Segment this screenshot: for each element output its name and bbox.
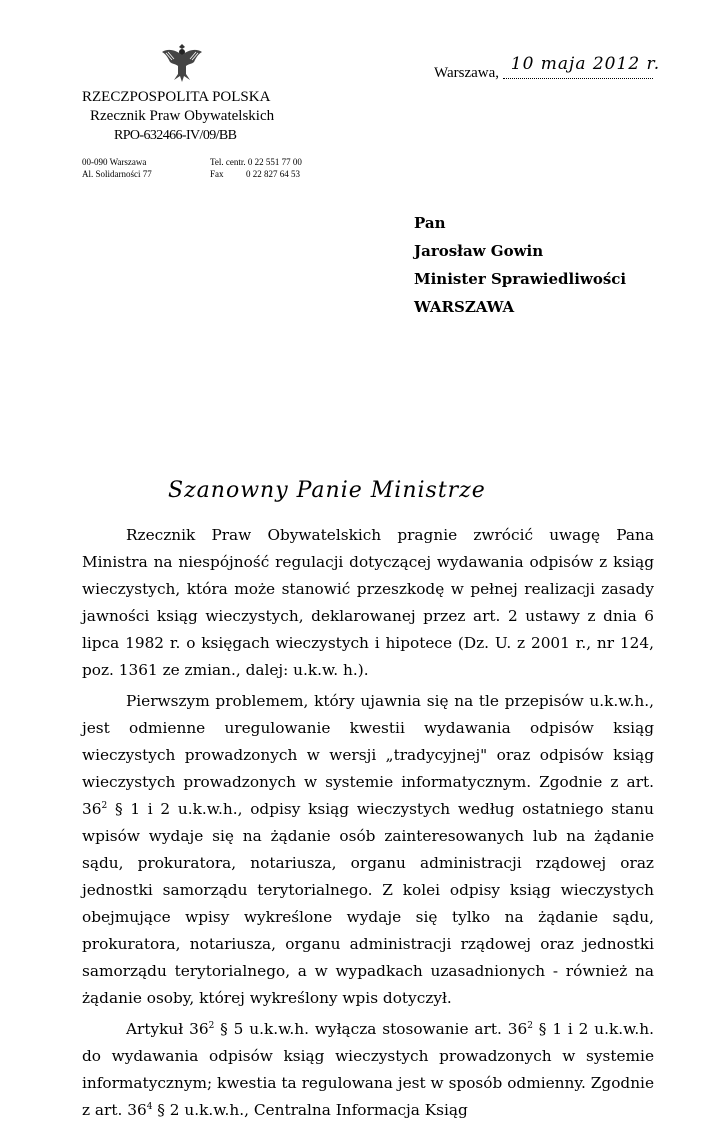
recipient-city: WARSZAWA [414,298,515,316]
fax-number: Fax 0 22 827 64 53 [210,169,300,179]
recipient-title: Pan [414,214,446,232]
recipient-name: Jarosław Gowin [414,242,544,260]
place-date-line [434,54,661,82]
phone-number: Tel. centr. 0 22 551 77 00 [210,157,302,167]
paragraph-2: Pierwszym problemem, który ujawnia się na tle przepisów u.k.w.h., jest odmienne uregulowanie kwestii wydawania odpisów ksiąg wieczystych prowadzonych w wersji „tradycyjnej" oraz odpisów ksiąg wieczystych prowadzonych w systemie informatycznym. Zgodnie z art. $36^2$ § 1 i 2 u.k.w.h., odpisy ksiąg wieczystych według ostatniego stanu wpisów wydaje się na żądanie osób zainteresowanych lub na żądanie sądu, prokuratora, notariusza, organu administracji rządowej oraz jednostki samorządu terytorialnego. Z kolei odpisy ksiąg wieczystych obejmujące wpisy wykreślone wydaje się tylko na żądanie sądu, prokuratora, notariusza, organu administracji rządowej oraz jednostki samorządu terytorialnego, a w wypadkach uzasadnionych - również na żądanie osoby, której wykreślony wpis dotyczył. [82,692,654,1007]
date-field [503,54,661,79]
eagle-emblem-icon [158,38,206,86]
handwritten-salutation [168,478,498,514]
place-name: Warszawa, [434,65,500,81]
address-postal: 00-090 Warszawa [82,157,147,167]
letter-body [82,522,654,1128]
paragraph-1: Rzecznik Praw Obywatelskich pragnie zwrócić uwagę Pana Ministra na niespójność regulacji dotyczącej wydawania odpisów z ksiąg wieczystych, która może stanowić przeszkodę w pełnej realizacji zasady jawności ksiąg wieczystych, deklarowanej przez art. 2 ustawy z dnia 6 lipca 1982 r. o księgach wieczystych i hipotece (Dz. U. z 2001 r., nr 124, poz. 1361 ze zmian., dalej: u.k.w. h.). [82,526,654,679]
org-line-2: Rzecznik Praw Obywatelskich [90,108,275,124]
reference-number: RPO-632466-IV/09/BB [114,128,237,143]
salutation-text: Szanowny Panie Ministrze [168,478,486,503]
paragraph-3: Artykuł $36^2$ § 5 u.k.w.h. wyłącza stosowanie art. $36^2$ § 1 i 2 u.k.w.h. do wydawania odpisów ksiąg wieczystych prowadzonych w systemie informatycznym; kwestia ta regulowana jest w sposób odmienny. Zgodnie z art. $36^4$ § 2 u.k.w.h., Centralna Informacja Ksiąg [82,1020,654,1119]
handwritten-date: 10 maja 2012 r. [510,54,661,74]
recipient-position: Minister Sprawiedliwości [414,270,627,288]
address-street: Al. Solidarności 77 [82,169,152,179]
organization-name [82,88,274,126]
org-line-1: RZECZPOSPOLITA POLSKA [82,89,271,105]
